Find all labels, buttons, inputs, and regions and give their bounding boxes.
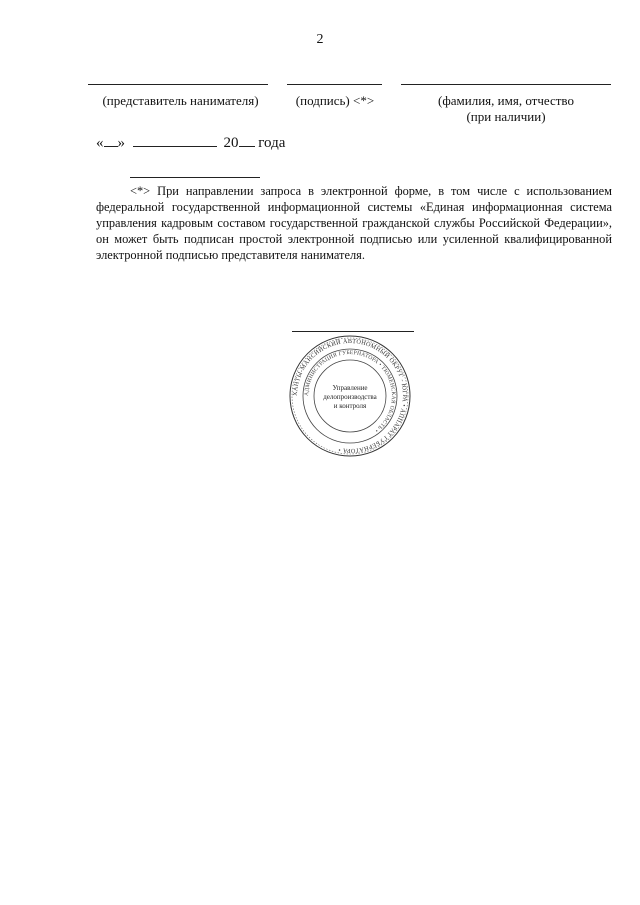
representative-signature-line [88, 84, 268, 85]
day-blank [104, 134, 118, 147]
year-blank [239, 134, 255, 147]
date-open-quote: « [96, 135, 104, 151]
month-blank [133, 134, 217, 147]
stamp-signature-line [292, 331, 414, 332]
date-line [96, 134, 285, 152]
representative-label: (представитель нанимателя) [102, 93, 259, 108]
year-prefix: 20 [223, 135, 239, 151]
seal-center-line1: Управление [332, 384, 368, 392]
footnote-text: <*> При направлении запроса в электронной форме, в том числе с использованием федеральной государственной информационной системы «Единая информационная система управления кадровым составом государственной гражданской службы Российской Федерации», он может быть подписан простой электронной подписью или усиленной квалифицированной электронной подписью представителя нанимателя. [96, 184, 612, 262]
seal-outer-ring-text: ХАНТЫ-МАНСИЙСКИЙ АВТОНОМНЫЙ ОКРУГ - ЮГРА • АППАРАТ ГУБЕРНАТОРА • [291, 337, 409, 455]
date-suffix: года [258, 135, 286, 151]
page-number: 2 [316, 32, 324, 47]
footnote-separator [130, 177, 260, 178]
full-name-line [401, 84, 611, 85]
signature-label: (подпись) <*> [295, 93, 375, 108]
official-seal [288, 334, 412, 458]
date-close-quote: » [117, 135, 125, 151]
seal-center-line2: делопроизводства [323, 393, 377, 401]
seal-center-line3: и контроля [333, 402, 367, 410]
signature-line [287, 84, 382, 85]
full-name-label-line2: (при наличии) [466, 109, 546, 124]
full-name-label-line1: (фамилия, имя, отчество [438, 93, 574, 108]
seal-inner-ring-text: АДМИНИСТРАЦИЯ ГУБЕРНАТОРА • ТЮМЕНСКАЯ ОБЛАСТЬ • [303, 349, 397, 434]
